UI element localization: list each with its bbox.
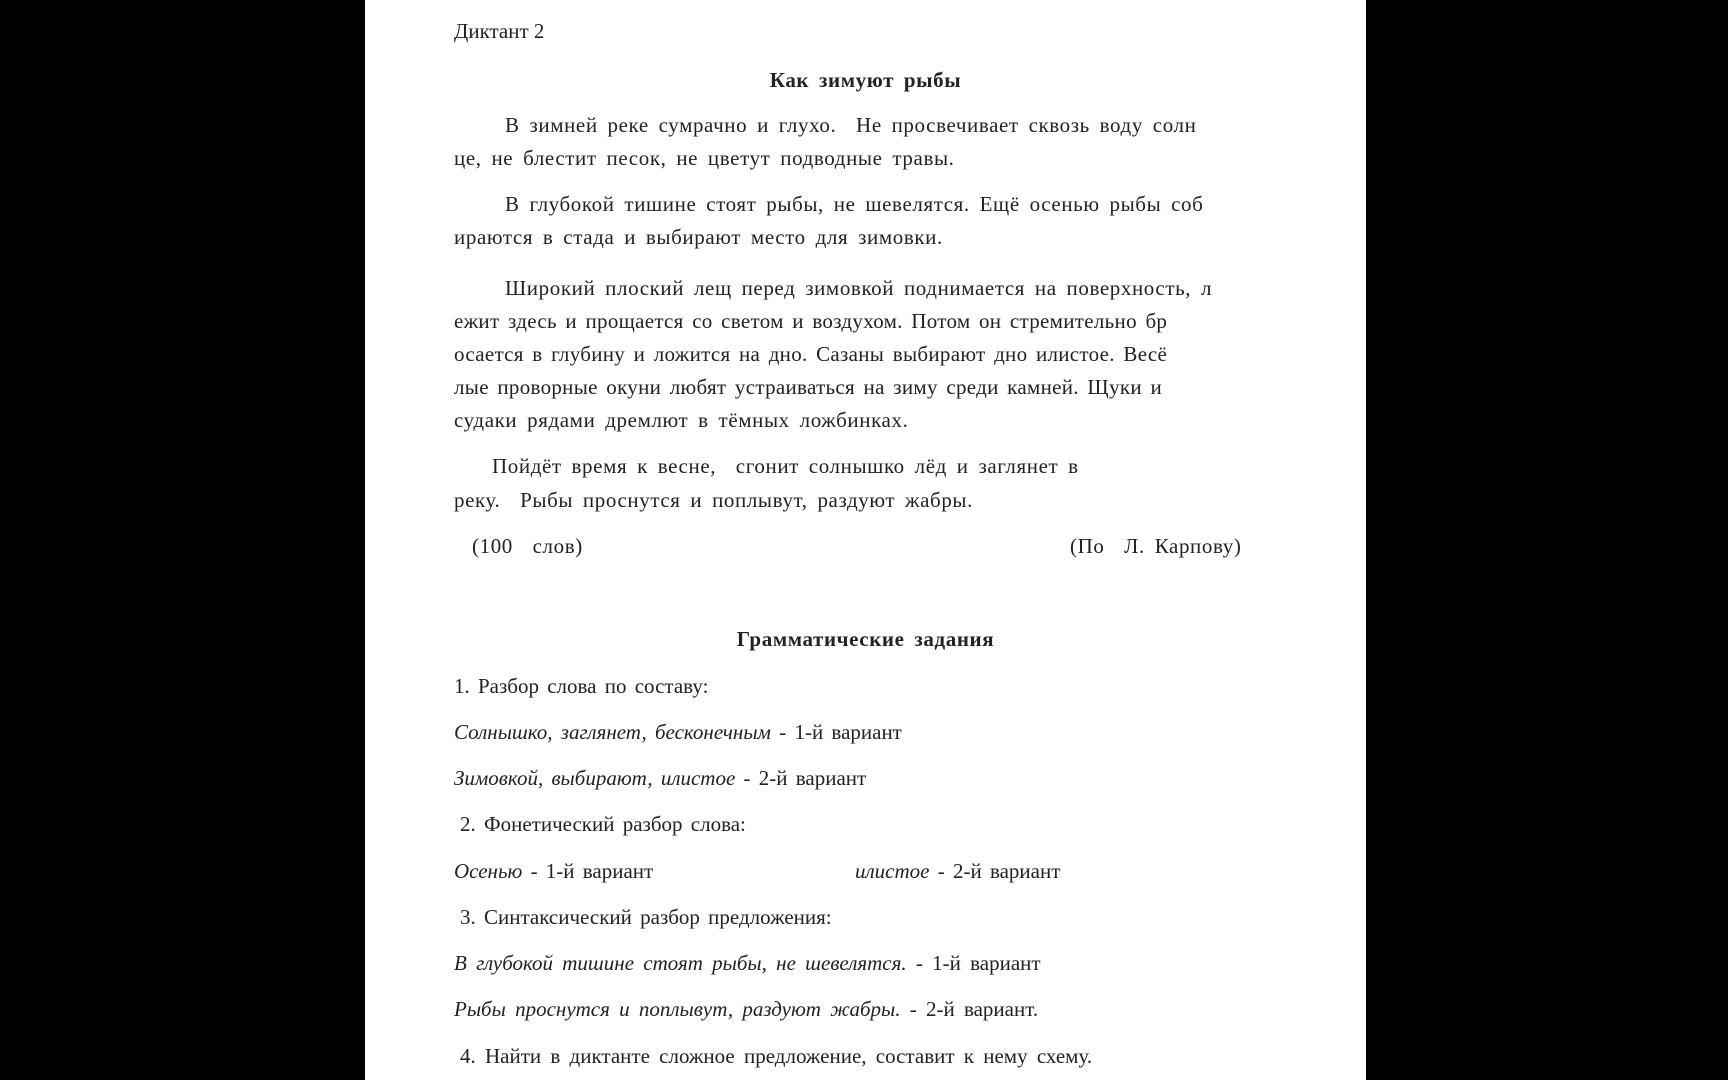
paragraph-3-line-4: лые проворные окуни любят устраиваться на зиму среди камней. Щуки и	[454, 375, 1163, 399]
task-2-heading: 2. Фонетический разбор слова:	[460, 812, 746, 836]
paragraph-2-line-1: В глубокой тишине стоят рыбы, не шевелятся. Ещё осенью рыбы соб	[505, 192, 1204, 216]
document-page	[365, 0, 1366, 1080]
task-3-heading: 3. Синтаксический разбор предложения:	[460, 905, 832, 929]
task-1-variant-1-label: - 1-й вариант	[770, 720, 902, 744]
task-1-variant-2-words: Зимовкой, выбирают, илистое	[454, 766, 736, 790]
task-2-variant-1	[454, 861, 653, 882]
paragraph-3-line-2: ежит здесь и прощается со светом и воздухом. Потом он стремительно бр	[454, 309, 1168, 333]
task-1-variant-1	[454, 722, 902, 743]
task-3-variant-1	[454, 953, 1041, 974]
paragraph-3-line-5: судаки рядами дремлют в тёмных ложбинках.	[454, 408, 909, 432]
task-3-variant-1-label: - 1-й вариант	[906, 951, 1041, 975]
task-2-variant-2-word: илистое	[855, 859, 930, 883]
paragraph-4-line-1: Пойдёт время к весне, сгонит солнышко лёд и заглянет в	[492, 454, 1079, 478]
doc-label: Диктант 2	[454, 19, 545, 43]
task-4-heading: 4. Найти в диктанте сложное предложение, составит к нему схему.	[460, 1044, 1093, 1068]
dictation-title: Как зимуют рыбы	[769, 68, 962, 92]
paragraph-1-line-1: В зимней реке сумрачно и глухо. Не просвечивает сквозь воду солн	[505, 113, 1197, 137]
paragraph-1-line-2: це, не блестит песок, не цветут подводные травы.	[454, 146, 955, 170]
task-1-variant-2-label: - 2-й вариант	[735, 766, 867, 790]
task-1-variant-2	[454, 768, 866, 789]
task-1-variant-1-words: Солнышко, заглянет, бесконечным	[454, 720, 771, 744]
tasks-title: Грамматические задания	[736, 627, 995, 651]
task-3-variant-2-label: - 2-й вариант.	[900, 997, 1039, 1021]
paragraph-3-line-1: Широкий плоский лещ перед зимовкой поднимается на поверхность, л	[505, 276, 1213, 300]
task-2-variant-1-word: Осенью	[454, 859, 523, 883]
task-2-variant-1-label: - 1-й вариант	[522, 859, 654, 883]
paragraph-4-line-2: реку. Рыбы проснутся и поплывут, раздуют жабры.	[454, 488, 973, 512]
paragraph-3-line-3: осается в глубину и ложится на дно. Сазаны выбирают дно илистое. Весё	[454, 342, 1168, 366]
task-2-variant-2	[855, 861, 1060, 882]
task-3-variant-2	[454, 999, 1038, 1020]
task-3-variant-1-sentence: В глубокой тишине стоят рыбы, не шевелятся.	[454, 951, 907, 975]
task-3-variant-2-sentence: Рыбы проснутся и поплывут, раздуют жабры.	[454, 997, 901, 1021]
task-2-variant-2-label: - 2-й вариант	[929, 859, 1061, 883]
word-count: (100 слов)	[472, 534, 583, 558]
task-1-heading: 1. Разбор слова по составу:	[454, 674, 709, 698]
paragraph-2-line-2: ираются в стада и выбирают место для зимовки.	[454, 225, 943, 249]
source-attribution: (По Л. Карпову)	[1070, 534, 1242, 558]
